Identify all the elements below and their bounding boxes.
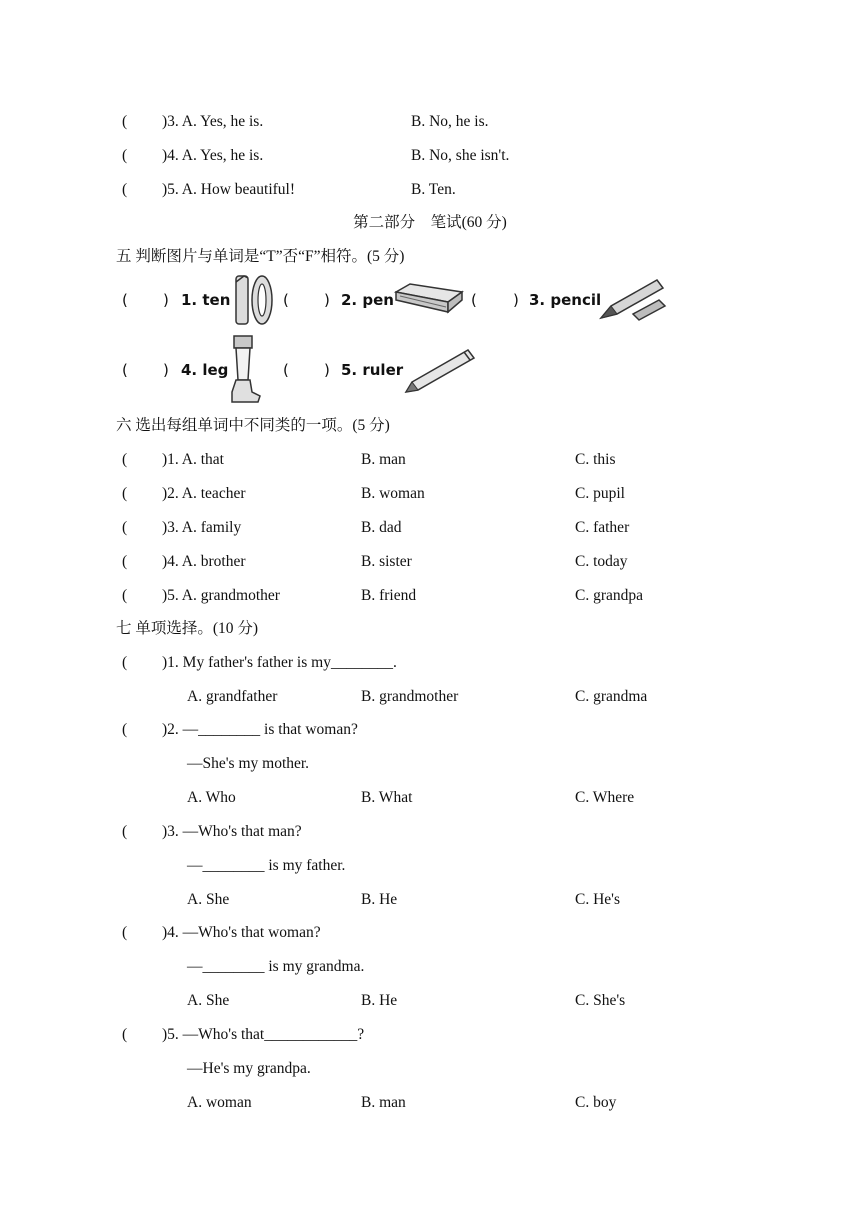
option-b: B. man	[361, 451, 406, 468]
option-c: C. today	[575, 553, 628, 570]
section-6-title: 六 选出每组单词中不同类的一项。(5 分)	[116, 417, 390, 434]
option-c: C. boy	[575, 1094, 617, 1111]
option-b: B. Ten.	[411, 181, 456, 198]
option-c: C. He's	[575, 891, 620, 908]
answer-paren-close: )	[324, 291, 330, 309]
option-a: )1. A. that	[162, 451, 224, 468]
option-a: )2. A. teacher	[162, 485, 246, 502]
option-a: )3. A. Yes, he is.	[162, 113, 264, 130]
word-label: 3. pencil	[529, 291, 602, 309]
question-stem: )4. —Who's that woman?	[162, 924, 321, 941]
dialogue-line: —She's my mother.	[187, 755, 310, 772]
option-a: A. woman	[187, 1094, 252, 1111]
option-b: B. man	[361, 1094, 406, 1111]
option-b: B. What	[361, 789, 413, 806]
answer-paren[interactable]: (	[122, 587, 128, 604]
answer-paren[interactable]: (	[122, 147, 128, 164]
answer-paren[interactable]: (	[122, 721, 128, 738]
answer-paren[interactable]: (	[122, 485, 128, 502]
answer-paren[interactable]: (	[122, 451, 128, 468]
option-b: B. friend	[361, 587, 417, 604]
answer-paren[interactable]: (	[122, 823, 128, 840]
word-label: 1. ten	[181, 291, 231, 309]
leg-icon	[226, 334, 262, 406]
section-7-title: 七 单项选择。(10 分)	[116, 620, 259, 637]
option-c: C. father	[575, 519, 630, 536]
answer-paren[interactable]: (	[122, 181, 128, 198]
option-b: B. woman	[361, 485, 425, 502]
word-label: 4. leg	[181, 361, 229, 379]
answer-paren[interactable]: (	[122, 553, 128, 570]
option-a: A. grandfather	[187, 688, 278, 705]
answer-paren-open[interactable]: (	[471, 291, 477, 309]
answer-paren[interactable]: (	[122, 113, 128, 130]
question-stem: )5. —Who's that____________?	[162, 1026, 365, 1043]
question-stem: )2. —________ is that woman?	[162, 721, 358, 738]
word-label: 2. pen	[341, 291, 394, 309]
answer-paren-close: )	[163, 291, 169, 309]
option-a: A. She	[187, 992, 230, 1009]
part-title: 第二部分 笔试(60 分)	[353, 214, 507, 231]
answer-paren-open[interactable]: (	[283, 291, 289, 309]
option-b: B. No, she isn't.	[411, 147, 510, 164]
pencil-icon	[404, 346, 478, 394]
pencil-box-icon	[392, 282, 466, 316]
option-c: C. pupil	[575, 485, 625, 502]
option-b: B. grandmother	[361, 688, 459, 705]
answer-paren-close: )	[324, 361, 330, 379]
option-b: B. He	[361, 992, 398, 1009]
answer-paren-close: )	[513, 291, 519, 309]
answer-paren[interactable]: (	[122, 924, 128, 941]
option-a: A. Who	[187, 789, 236, 806]
option-a: )5. A. grandmother	[162, 587, 280, 604]
option-a: )5. A. How beautiful!	[162, 181, 296, 198]
answer-paren-open[interactable]: (	[122, 291, 128, 309]
question-stem: )3. —Who's that man?	[162, 823, 302, 840]
option-b: B. sister	[361, 553, 412, 570]
dialogue-line: —________ is my grandma.	[187, 958, 365, 975]
dialogue-line: —________ is my father.	[187, 857, 346, 874]
section-5-title: 五 判断图片与单词是“T”否“F”相符。(5 分)	[116, 248, 405, 265]
option-c: C. Where	[575, 789, 635, 806]
answer-paren[interactable]: (	[122, 519, 128, 536]
option-c: C. She's	[575, 992, 626, 1009]
dialogue-line: —He's my grandpa.	[187, 1060, 311, 1077]
option-a: A. She	[187, 891, 230, 908]
option-c: C. this	[575, 451, 616, 468]
option-b: B. He	[361, 891, 398, 908]
word-label: 5. ruler	[341, 361, 404, 379]
question-stem: )1. My father's father is my________.	[162, 654, 397, 671]
option-b: B. dad	[361, 519, 402, 536]
answer-paren-close: )	[163, 361, 169, 379]
option-a: )4. A. Yes, he is.	[162, 147, 264, 164]
option-c: C. grandma	[575, 688, 648, 705]
answer-paren-open[interactable]: (	[122, 361, 128, 379]
option-b: B. No, he is.	[411, 113, 489, 130]
option-a: )4. A. brother	[162, 553, 246, 570]
answer-paren-open[interactable]: (	[283, 361, 289, 379]
pen-icon	[597, 276, 669, 322]
option-a: )3. A. family	[162, 519, 242, 536]
number-ten-icon	[230, 272, 276, 328]
option-c: C. grandpa	[575, 587, 644, 604]
answer-paren[interactable]: (	[122, 654, 128, 671]
answer-paren[interactable]: (	[122, 1026, 128, 1043]
